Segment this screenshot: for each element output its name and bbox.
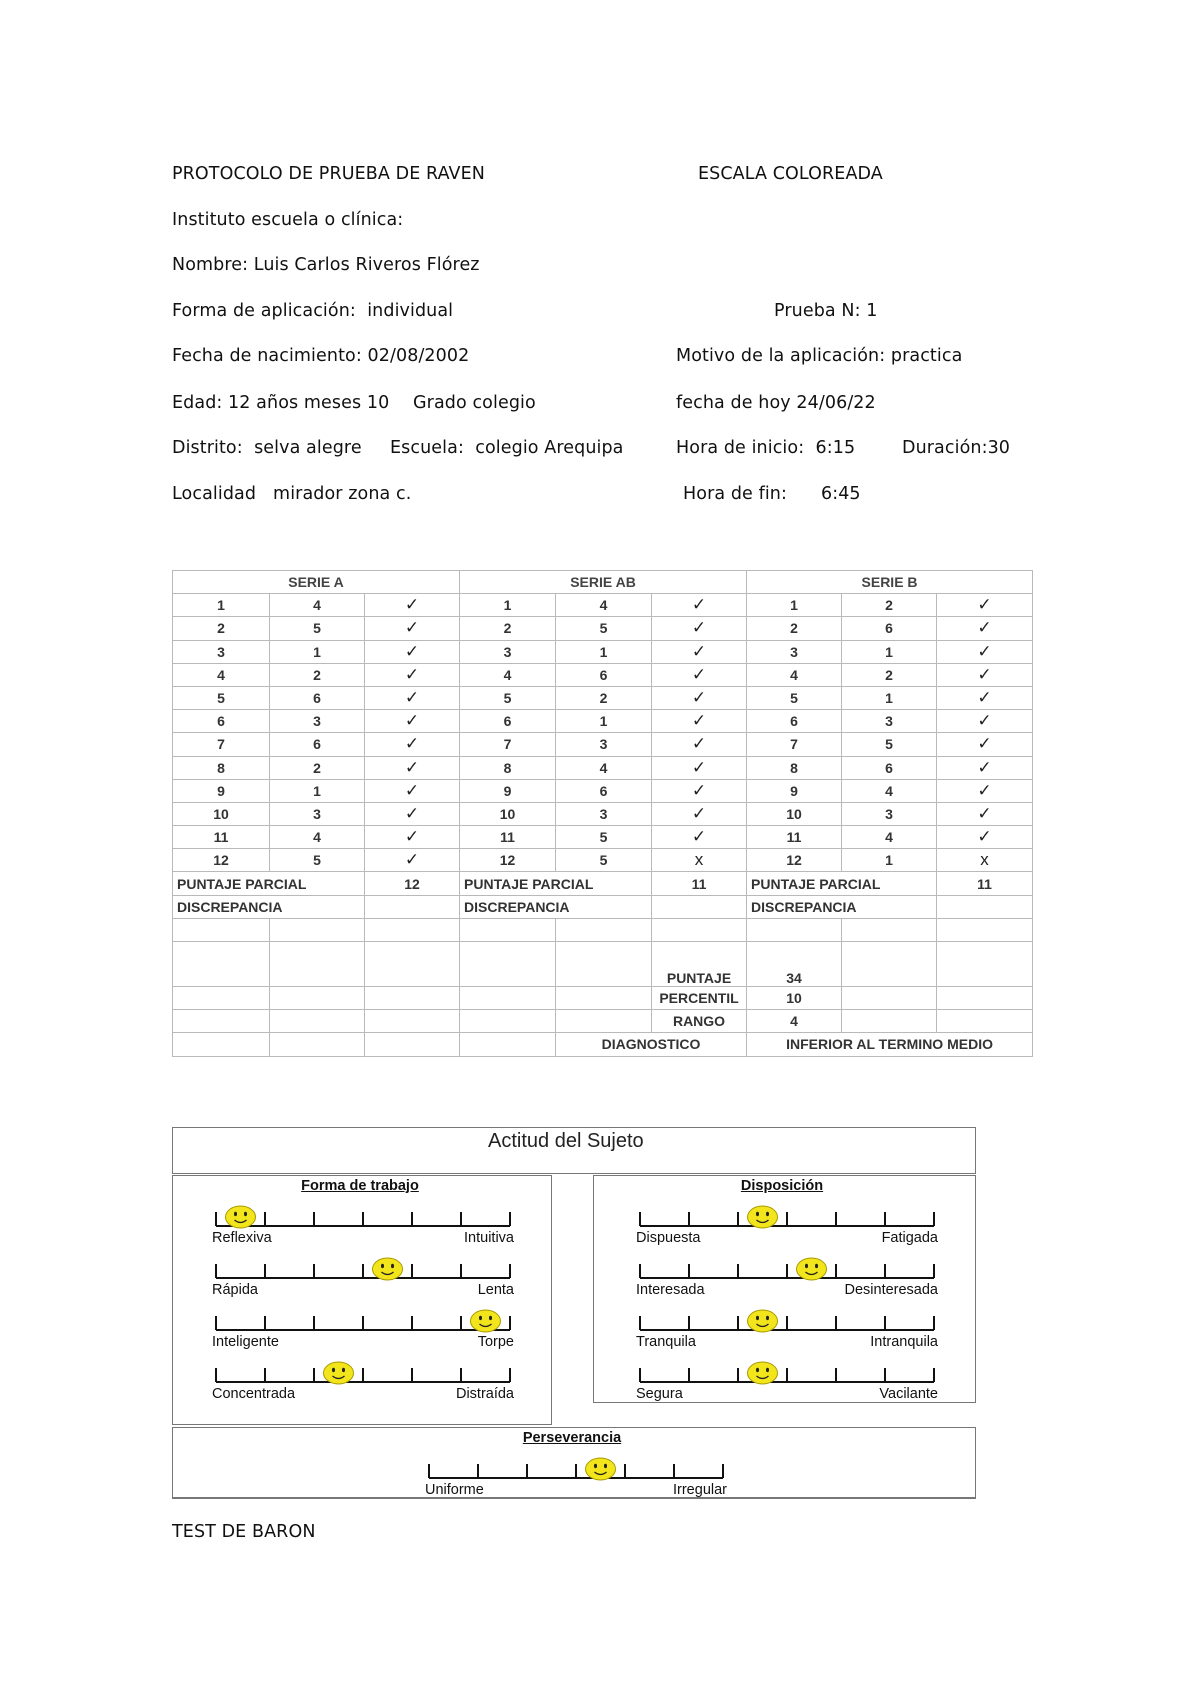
- item-number: 3: [460, 640, 556, 663]
- answer-value: 3: [270, 710, 365, 733]
- table-row: [173, 826, 1033, 849]
- work-right-label: Lenta: [477, 1282, 514, 1298]
- table-row: [173, 849, 1033, 872]
- table-cell: [556, 1010, 652, 1033]
- table-row: [173, 802, 1033, 825]
- item-number: 9: [747, 779, 842, 802]
- table-cell: [937, 1010, 1033, 1033]
- answer-value: 1: [842, 849, 937, 872]
- item-number: 7: [747, 733, 842, 756]
- answer-value: 5: [270, 849, 365, 872]
- answer-mark: ✓: [652, 826, 747, 849]
- item-number: 11: [747, 826, 842, 849]
- answer-mark: ✓: [937, 733, 1033, 756]
- discrepancy-label: DISCREPANCIA: [460, 895, 652, 918]
- table-cell: [365, 942, 460, 987]
- table-cell: [173, 987, 270, 1010]
- item-number: 10: [747, 802, 842, 825]
- item-number: 7: [460, 733, 556, 756]
- form-line: Forma de aplicación: individual: [172, 301, 454, 321]
- smiley-face-icon: [748, 1362, 778, 1384]
- footer-title: TEST DE BARON: [172, 1522, 316, 1542]
- smiley-face-icon: [748, 1310, 778, 1332]
- table-cell: [173, 1010, 270, 1033]
- summary-value: 10: [747, 987, 842, 1010]
- table-cell: [937, 987, 1033, 1010]
- answer-value: 4: [556, 756, 652, 779]
- end-time-line: Hora de fin: 6:45: [683, 484, 861, 504]
- discrepancy-row: [173, 895, 1033, 918]
- answer-value: 3: [842, 710, 937, 733]
- item-number: 6: [747, 710, 842, 733]
- answer-value: 1: [270, 640, 365, 663]
- district-line: Distrito: selva alegre: [172, 438, 362, 458]
- table-cell: [270, 1033, 365, 1056]
- perseverance-left-label: Uniforme: [425, 1482, 484, 1498]
- answer-value: 5: [556, 826, 652, 849]
- answer-value: 6: [842, 756, 937, 779]
- answer-value: 5: [270, 617, 365, 640]
- answer-value: 5: [842, 733, 937, 756]
- summary-value: 34: [747, 942, 842, 987]
- today-date-line: fecha de hoy 24/06/22: [676, 393, 876, 413]
- perseverance-heading: Perseverancia: [522, 1430, 622, 1446]
- answer-mark: ✓: [365, 640, 460, 663]
- work-left-label: Rápida: [212, 1282, 258, 1298]
- item-number: 12: [460, 849, 556, 872]
- work-left-label: Reflexiva: [212, 1230, 272, 1246]
- table-cell: [460, 1010, 556, 1033]
- item-number: 1: [747, 594, 842, 617]
- table-cell: [460, 987, 556, 1010]
- answer-mark: ✓: [652, 640, 747, 663]
- answer-value: 5: [556, 617, 652, 640]
- work-left-label: Inteligente: [212, 1334, 279, 1350]
- disposition-left-label: Interesada: [636, 1282, 705, 1298]
- motive-line: Motivo de la aplicación: practica: [676, 346, 963, 366]
- diagnosis-value: INFERIOR AL TERMINO MEDIO: [747, 1033, 1033, 1056]
- item-number: 11: [173, 826, 270, 849]
- answer-value: 4: [270, 594, 365, 617]
- item-number: 1: [460, 594, 556, 617]
- partial-score-value: 11: [652, 872, 747, 895]
- answer-mark: ✓: [937, 756, 1033, 779]
- perseverance-right-label: Irregular: [673, 1482, 727, 1498]
- answer-value: 1: [556, 640, 652, 663]
- discrepancy-label: DISCREPANCIA: [747, 895, 937, 918]
- item-number: 6: [460, 710, 556, 733]
- answer-value: 3: [556, 733, 652, 756]
- item-number: 1: [173, 594, 270, 617]
- item-number: 12: [747, 849, 842, 872]
- disposition-right-label: Fatigada: [881, 1230, 938, 1246]
- work-left-label: Concentrada: [212, 1386, 296, 1402]
- summary-label: PERCENTIL: [652, 987, 747, 1010]
- summary-row: [173, 1010, 1033, 1033]
- smiley-face-icon: [797, 1258, 827, 1280]
- answer-value: 1: [842, 640, 937, 663]
- answer-mark: ✓: [652, 663, 747, 686]
- table-cell: [365, 918, 460, 941]
- answer-value: 6: [842, 617, 937, 640]
- answer-value: 1: [842, 686, 937, 709]
- table-cell: [173, 1033, 270, 1056]
- series-title: SERIE A: [173, 571, 460, 594]
- answer-mark: ✓: [652, 756, 747, 779]
- answer-mark: ✓: [652, 686, 747, 709]
- item-number: 9: [460, 779, 556, 802]
- answer-value: 2: [556, 686, 652, 709]
- table-cell: [460, 942, 556, 987]
- answer-value: 3: [556, 802, 652, 825]
- table-cell: [842, 918, 937, 941]
- blank-row: [173, 918, 1033, 941]
- answer-mark: ✓: [365, 779, 460, 802]
- answer-mark: ✓: [365, 663, 460, 686]
- diagnosis-label: DIAGNOSTICO: [556, 1033, 747, 1056]
- answer-mark: ✓: [937, 594, 1033, 617]
- item-number: 5: [173, 686, 270, 709]
- item-number: 8: [173, 756, 270, 779]
- item-number: 7: [173, 733, 270, 756]
- item-number: 9: [173, 779, 270, 802]
- answer-mark: ✓: [937, 779, 1033, 802]
- table-cell: [173, 918, 270, 941]
- scale-label: ESCALA COLOREADA: [698, 164, 883, 184]
- table-row: [173, 686, 1033, 709]
- answer-mark: ✓: [937, 640, 1033, 663]
- smiley-face-icon: [226, 1206, 256, 1228]
- discrepancy-value: [365, 895, 460, 918]
- table-cell: [365, 987, 460, 1010]
- table-cell: [556, 987, 652, 1010]
- item-number: 2: [747, 617, 842, 640]
- table-row: [173, 733, 1033, 756]
- answer-mark: ✓: [652, 710, 747, 733]
- summary-value: 4: [747, 1010, 842, 1033]
- disposition-left-label: Dispuesta: [636, 1230, 701, 1246]
- table-cell: [556, 918, 652, 941]
- disposition-heading: Disposición: [740, 1178, 824, 1194]
- institute-line: Instituto escuela o clínica:: [172, 210, 404, 230]
- item-number: 12: [173, 849, 270, 872]
- disposition-right-label: Intranquila: [870, 1334, 938, 1350]
- item-number: 6: [173, 710, 270, 733]
- answer-value: 6: [556, 779, 652, 802]
- answer-mark: x: [937, 849, 1033, 872]
- summary-label: PUNTAJE: [652, 942, 747, 987]
- table-row: [173, 710, 1033, 733]
- raven-score-table: [172, 570, 1033, 1057]
- answer-value: 1: [270, 779, 365, 802]
- answer-mark: ✓: [937, 617, 1033, 640]
- answer-value: 4: [556, 594, 652, 617]
- answer-mark: ✓: [937, 802, 1033, 825]
- answer-mark: ✓: [365, 710, 460, 733]
- smiley-face-icon: [748, 1206, 778, 1228]
- start-time-line: Hora de inicio: 6:15: [676, 438, 856, 458]
- duration-line: Duración:30: [902, 438, 1011, 458]
- grade-line: Grado colegio: [413, 393, 536, 413]
- work-right-label: Intuitiva: [464, 1230, 514, 1246]
- disposition-left-label: Tranquila: [636, 1334, 696, 1350]
- table-cell: [747, 918, 842, 941]
- table-row: [173, 640, 1033, 663]
- attitude-title: Actitud del Sujeto: [488, 1130, 644, 1152]
- table-cell: [270, 1010, 365, 1033]
- answer-value: 4: [842, 779, 937, 802]
- partial-score-row: [173, 872, 1033, 895]
- series-header-row: [173, 571, 1033, 594]
- table-cell: [842, 942, 937, 987]
- answer-mark: ✓: [937, 826, 1033, 849]
- table-cell: [460, 918, 556, 941]
- summary-row: [173, 942, 1033, 987]
- disposition-right-label: Vacilante: [879, 1386, 938, 1402]
- name-line: Nombre: Luis Carlos Riveros Flórez: [172, 255, 480, 275]
- smiley-face-icon: [586, 1458, 616, 1480]
- answer-mark: ✓: [937, 710, 1033, 733]
- locality-line: Localidad mirador zona c.: [172, 484, 412, 504]
- series-title: SERIE AB: [460, 571, 747, 594]
- answer-value: 2: [270, 663, 365, 686]
- answer-value: 4: [842, 826, 937, 849]
- answer-mark: ✓: [365, 617, 460, 640]
- item-number: 3: [747, 640, 842, 663]
- answer-value: 2: [270, 756, 365, 779]
- table-cell: [842, 987, 937, 1010]
- discrepancy-value: [937, 895, 1033, 918]
- partial-score-label: PUNTAJE PARCIAL: [460, 872, 652, 895]
- item-number: 10: [173, 802, 270, 825]
- answer-mark: ✓: [652, 802, 747, 825]
- table-row: [173, 779, 1033, 802]
- item-number: 2: [173, 617, 270, 640]
- series-title: SERIE B: [747, 571, 1033, 594]
- answer-value: 1: [556, 710, 652, 733]
- answer-mark: ✓: [652, 594, 747, 617]
- answer-mark: ✓: [365, 686, 460, 709]
- age-line: Edad: 12 años meses 10: [172, 393, 390, 413]
- table-cell: [270, 987, 365, 1010]
- summary-row: [173, 987, 1033, 1010]
- smiley-face-icon: [471, 1310, 501, 1332]
- answer-mark: ✓: [365, 849, 460, 872]
- answer-value: 6: [270, 686, 365, 709]
- table-row: [173, 617, 1033, 640]
- table-cell: [937, 918, 1033, 941]
- item-number: 2: [460, 617, 556, 640]
- partial-score-label: PUNTAJE PARCIAL: [173, 872, 365, 895]
- item-number: 11: [460, 826, 556, 849]
- table-cell: [556, 942, 652, 987]
- answer-mark: ✓: [365, 594, 460, 617]
- answer-value: 3: [842, 802, 937, 825]
- item-number: 4: [460, 663, 556, 686]
- answer-value: 2: [842, 594, 937, 617]
- item-number: 5: [747, 686, 842, 709]
- answer-mark: x: [652, 849, 747, 872]
- item-number: 10: [460, 802, 556, 825]
- partial-score-value: 12: [365, 872, 460, 895]
- school-line: Escuela: colegio Arequipa: [390, 438, 624, 458]
- smiley-face-icon: [373, 1258, 403, 1280]
- test-number: Prueba N: 1: [774, 301, 878, 321]
- table-cell: [842, 1010, 937, 1033]
- table-cell: [460, 1033, 556, 1056]
- diagnosis-row: [173, 1033, 1033, 1056]
- answer-mark: ✓: [365, 826, 460, 849]
- disposition-right-label: Desinteresada: [844, 1282, 938, 1298]
- item-number: 8: [747, 756, 842, 779]
- answer-mark: ✓: [937, 663, 1033, 686]
- table-cell: [173, 942, 270, 987]
- answer-value: 6: [270, 733, 365, 756]
- table-row: [173, 663, 1033, 686]
- item-number: 3: [173, 640, 270, 663]
- table-cell: [270, 918, 365, 941]
- discrepancy-value: [652, 895, 747, 918]
- work-right-label: Torpe: [477, 1334, 514, 1350]
- work-form-heading: Forma de trabajo: [301, 1178, 419, 1194]
- answer-mark: ✓: [365, 756, 460, 779]
- answer-mark: ✓: [365, 802, 460, 825]
- item-number: 5: [460, 686, 556, 709]
- table-cell: [270, 942, 365, 987]
- table-cell: [652, 918, 747, 941]
- partial-score-label: PUNTAJE PARCIAL: [747, 872, 937, 895]
- answer-value: 5: [556, 849, 652, 872]
- table-cell: [365, 1010, 460, 1033]
- item-number: 4: [173, 663, 270, 686]
- answer-mark: ✓: [652, 617, 747, 640]
- answer-mark: ✓: [365, 733, 460, 756]
- answer-mark: ✓: [652, 733, 747, 756]
- answer-mark: ✓: [937, 686, 1033, 709]
- answer-mark: ✓: [652, 779, 747, 802]
- summary-label: RANGO: [652, 1010, 747, 1033]
- answer-value: 3: [270, 802, 365, 825]
- document-title: PROTOCOLO DE PRUEBA DE RAVEN: [172, 164, 485, 184]
- discrepancy-label: DISCREPANCIA: [173, 895, 365, 918]
- table-row: [173, 594, 1033, 617]
- answer-value: 2: [842, 663, 937, 686]
- disposition-left-label: Segura: [636, 1386, 683, 1402]
- answer-value: 4: [270, 826, 365, 849]
- partial-score-value: 11: [937, 872, 1033, 895]
- table-cell: [365, 1033, 460, 1056]
- answer-value: 6: [556, 663, 652, 686]
- smiley-face-icon: [324, 1362, 354, 1384]
- table-row: [173, 756, 1033, 779]
- work-right-label: Distraída: [455, 1386, 514, 1402]
- table-cell: [937, 942, 1033, 987]
- birth-date-line: Fecha de nacimiento: 02/08/2002: [172, 346, 470, 366]
- item-number: 4: [747, 663, 842, 686]
- item-number: 8: [460, 756, 556, 779]
